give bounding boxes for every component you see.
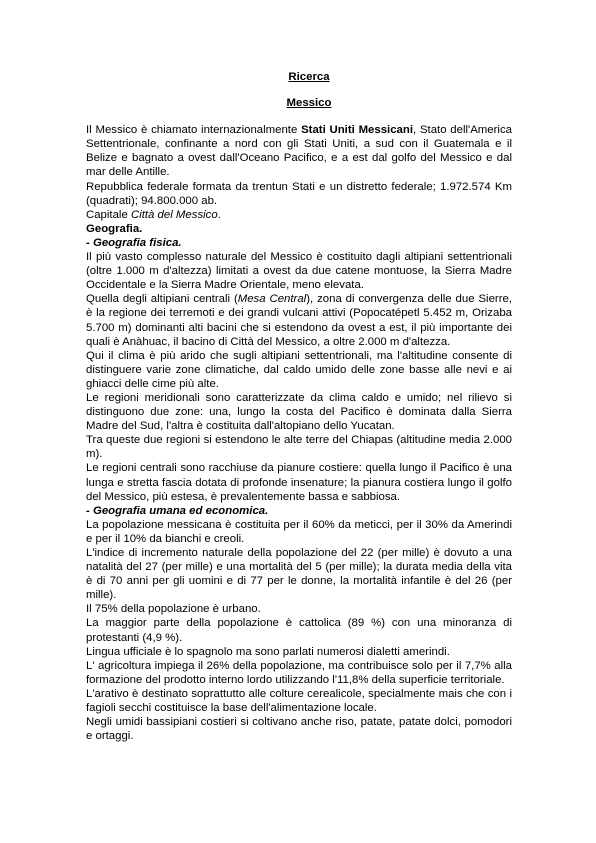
intro-paragraph — [86, 123, 512, 179]
document-title: Ricerca — [288, 71, 330, 83]
mesa-central: Mesa Central — [237, 293, 307, 306]
geografia-heading: Geografia. — [86, 222, 143, 235]
fisica-paragraph-2 — [86, 292, 512, 348]
capital-label: Capitale — [86, 208, 131, 221]
fisica-p2-c: ), zona di convergenza delle due Sierre, è la regione dei terremoti e dei grandi vulcani attivi (Popocatépetl 5.452 m, Orizaba 5.700 m) dominanti alti bacini che si estendono da ovest a est, il più importante dei quali è Anàhuac, il bacino di Città del Messico, a oltre 2.000 m d'altezza. — [86, 293, 512, 348]
intro-text-c: , Stato dell'America Settentrionale, confinante a nord con gli Stati Uniti, a sud con il Guatemala e il Belize e bagnato a ovest dall'Oceano Pacifico, e a est dal golfo del Messico e dal mar delle Antille. — [86, 124, 512, 179]
umana-paragraph-6: L' agricoltura impiega il 26% della popolazione, ma contribuisce solo per il 7,7% alla formazione del prodotto interno lordo utilizzando l'11,8% della superficie territoriale. — [86, 659, 512, 686]
umana-paragraph-5: Lingua ufficiale è lo spagnolo ma sono parlati numerosi dialetti amerindi. — [86, 645, 450, 658]
geografia-fisica-heading: - Geografia fisica. — [86, 236, 182, 249]
umana-paragraph-8: Negli umidi bassipiani costieri si coltivano anche riso, patate, patate dolci, pomodori e ortaggi. — [86, 716, 512, 743]
fisica-p2-a: Quella degli altipiani centrali ( — [86, 293, 238, 306]
umana-paragraph-4: La maggior parte della popolazione è cattolica (89 %) con una minoranza di protestanti (4,9 %). — [86, 617, 512, 644]
fisica-paragraph-3: Qui il clima è più arido che sugli altipiani settentrionali, ma l'altitudine consente di distinguere varie zone climatiche, dal caldo umido delle zone basse alle nevi e ai ghiacci delle cime più alte. — [86, 349, 512, 390]
umana-paragraph-7: L'arativo è destinato soprattutto alle colture cerealicole, specialmente mais che con i fagioli secchi costituisce la base dell'alimentazione locale. — [86, 687, 512, 715]
document-page — [86, 70, 512, 743]
geografia-umana-heading: - Geografia umana ed economica. — [86, 504, 269, 517]
umana-paragraph-2: L'indice di incremento naturale della popolazione del 22 (per mille) è dovuto a una natalità del 27 (per mille) e una mortalità del 5 (per mille); la durata media della vita è di 70 anni per gli uomini e di 77 per le donne, la mortalità infantile è del 26 (per mille). — [86, 547, 512, 602]
fisica-paragraph-5: Tra queste due regioni si estendono le alte terre del Chiapas (altitudine media 2.000 m). — [86, 434, 512, 461]
republic-paragraph: Repubblica federale formata da trentun Stati e un distretto federale; 1.972.574 Km (quadrati); 94.800.000 ab. — [86, 180, 512, 207]
fisica-paragraph-1: Il più vasto complesso naturale del Messico è costituito dagli altipiani settentrionali (oltre 1.000 m d'altezza) limitati a ovest da due catene montuose, la Sierra Madre Occidentale e la Sierra Madre Orientale, meno elevata. — [86, 251, 512, 292]
capital-period: . — [217, 208, 221, 221]
fisica-paragraph-4: Le regioni meridionali sono caratterizzate da clima caldo e umido; nel rilievo si distinguono due zone: una, lungo la costa del Pacifico è dominata dalla Sierra Madre del Sud, l'altra è costituita dall'altopiano dello Yucatan. — [86, 391, 512, 433]
official-name: Stati Uniti Messicani — [301, 124, 414, 137]
intro-text-a: Il Messico è chiamato internazionalmente — [86, 124, 302, 137]
umana-paragraph-1: La popolazione messicana è costituita per il 60% da meticci, per il 30% da Amerindi e per il 10% da bianchi e creoli. — [86, 518, 512, 545]
umana-paragraph-3: Il 75% della popolazione è urbano. — [86, 603, 261, 616]
capital-name: Città del Messico — [130, 208, 218, 221]
fisica-paragraph-6: Le regioni centrali sono racchiuse da pianure costiere: quella lungo il Pacifico è una lunga e stretta fascia dotata di profonde insenature; la pianura costiera lungo il golfo del Messico, più estesa, è prevalentemente bassa e sabbiosa. — [86, 462, 512, 503]
document-subtitle: Messico — [286, 97, 332, 110]
capital-paragraph — [86, 208, 512, 222]
